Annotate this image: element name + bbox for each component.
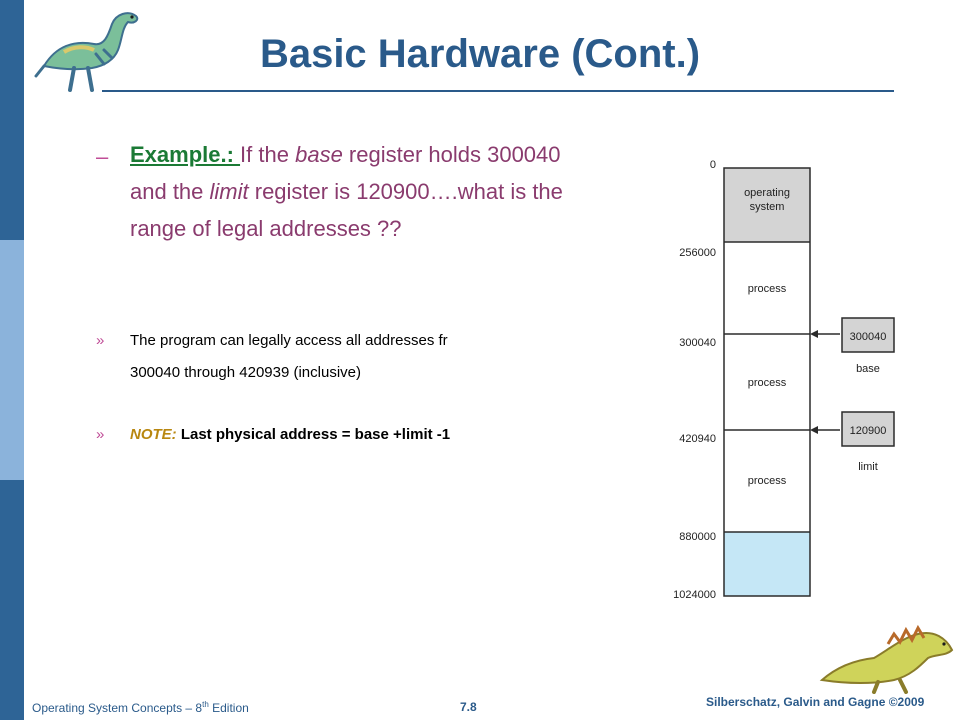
address-label: 300040 [679, 337, 716, 349]
segment-label: process [747, 283, 787, 295]
sidebar-top-segment [0, 0, 24, 240]
page-number: 7.8 [460, 700, 477, 714]
base-term: base [295, 142, 343, 167]
free-segment [724, 532, 810, 596]
base-register-label: base [856, 363, 880, 375]
example-label: Example.: [130, 142, 241, 167]
base-register-value: 300040 [849, 331, 887, 343]
limit-term: limit [209, 179, 249, 204]
question-part-2: register holds 300040 and the [130, 142, 561, 204]
os-segment-label: operating system [744, 187, 790, 213]
slide-title: Basic Hardware (Cont.) [259, 32, 701, 76]
note-label: NOTE: [130, 426, 177, 443]
bullet-marker: » [96, 332, 105, 349]
content-area [96, 136, 584, 466]
base-arrow-head [810, 330, 818, 338]
limit-register-label: limit [858, 461, 878, 473]
address-label: 880000 [679, 531, 716, 543]
bullet-marker: » [96, 426, 105, 443]
address-label: 0 [709, 159, 716, 171]
sidebar-strip [0, 0, 24, 720]
limit-arrow-head [810, 426, 818, 434]
note-formula: Last physical address = base +limit -1 [176, 426, 451, 443]
limit-register-value: 120900 [849, 425, 887, 437]
segment-label: process [747, 377, 787, 389]
footer-authors: Silberschatz, Galvin and Gagne ©2009 [706, 695, 925, 709]
memory-diagram [662, 146, 902, 608]
sidebar-mid-segment [0, 240, 24, 480]
footer-book-title: Operating System Concepts – 8th Edition [32, 700, 249, 715]
question-dash: – [96, 144, 109, 169]
question-part-1: If the [240, 142, 296, 167]
bullet-range-line-1: The program can legally access all addresses fr [130, 332, 448, 349]
dinosaur-footer-icon [818, 610, 958, 694]
address-label: 1024000 [673, 589, 716, 601]
question-part-3: register is 120900….what is the range of legal addresses ?? [130, 179, 563, 241]
title-divider [102, 90, 894, 92]
question-text [130, 136, 580, 247]
bullet-note [96, 420, 450, 449]
bullet-range-line-2: 300040 through 420939 (inclusive) [130, 364, 361, 381]
sidebar-bottom-segment [0, 480, 24, 720]
segment-label: process [747, 475, 787, 487]
address-label: 420940 [679, 433, 716, 445]
bullet-range [96, 326, 448, 355]
dinosaur-logo-icon [34, 6, 150, 96]
address-label: 256000 [679, 247, 716, 259]
